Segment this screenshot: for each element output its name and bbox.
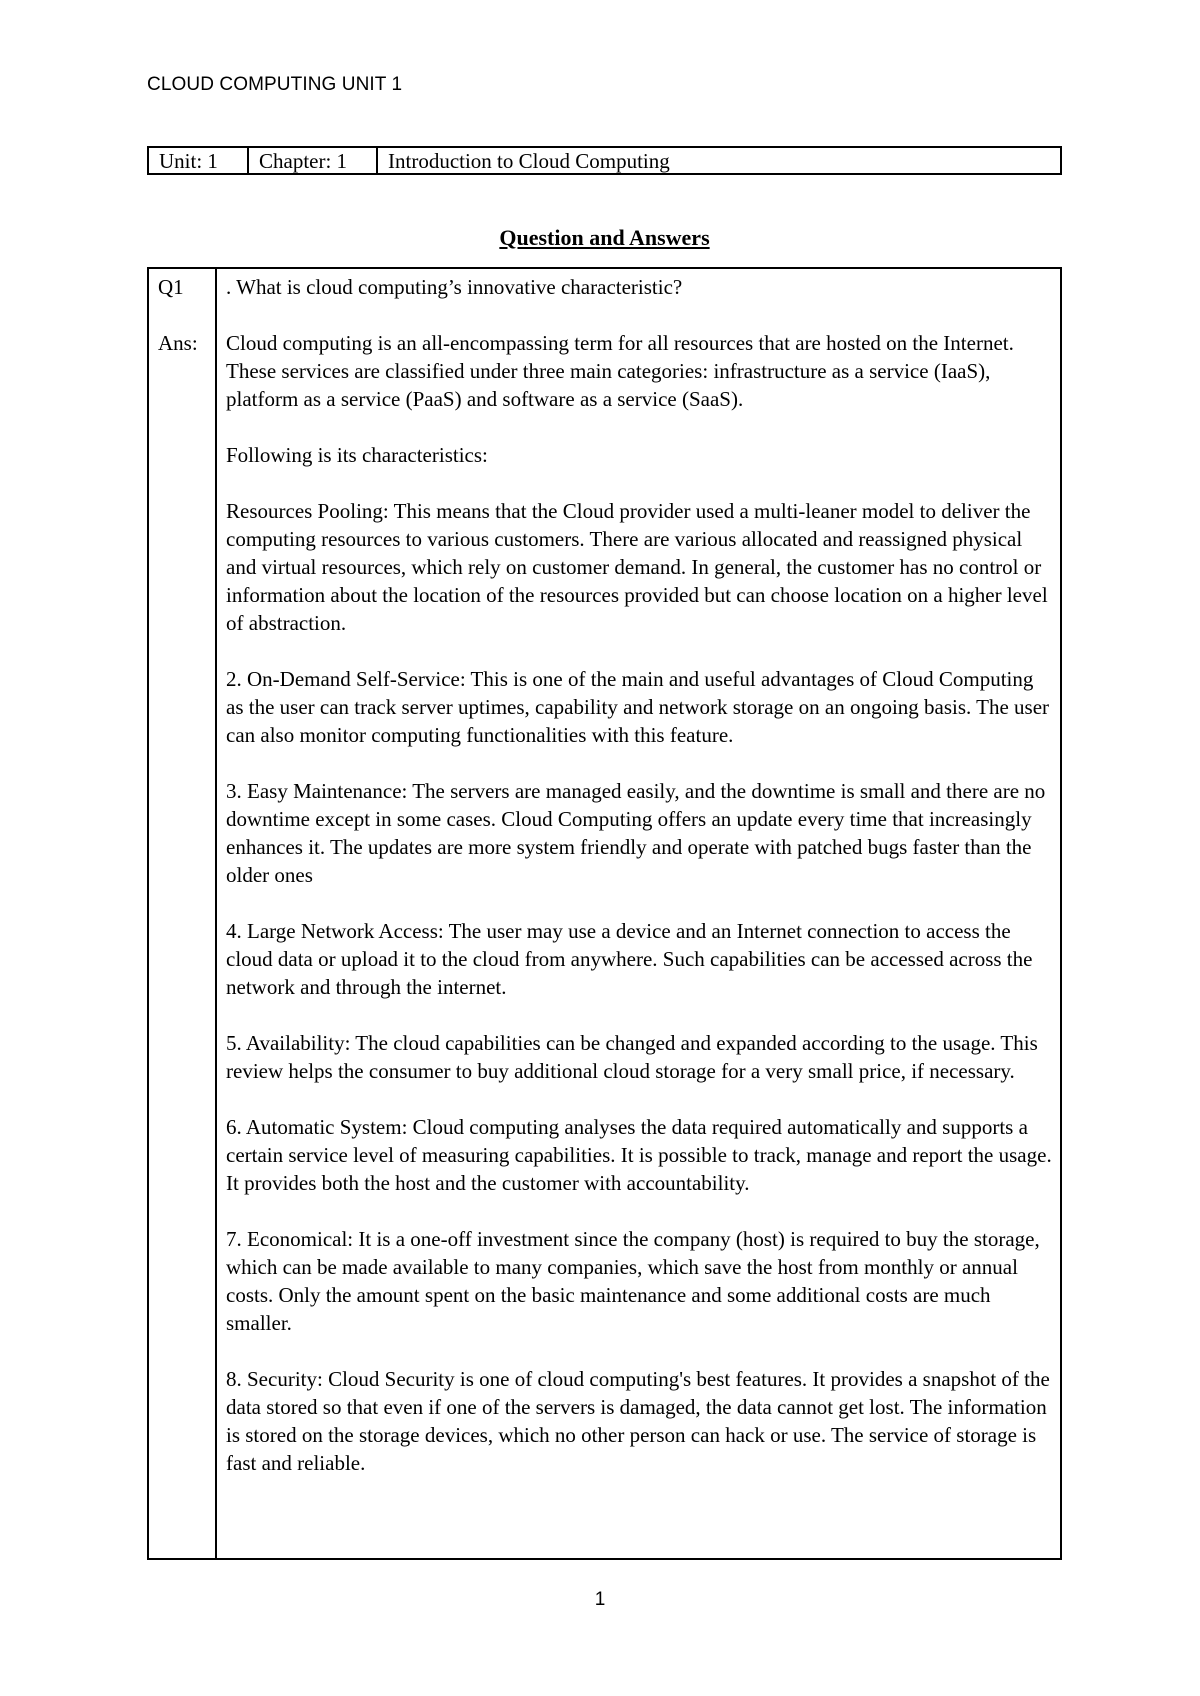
qa-content-column (217, 269, 1060, 1558)
answer-paragraph: 2. On-Demand Self-Service: This is one of the main and useful advantages of Cloud Computing as the user can track server uptimes, capability and network storage on an ongoing basis. The user can also monitor computing functionalities with this feature. (226, 667, 1050, 747)
chapter-title-cell: Introduction to Cloud Computing (388, 149, 670, 173)
question-label: Q1 (158, 275, 184, 299)
label-spacer (158, 301, 215, 329)
section-title: Question and Answers (499, 225, 710, 250)
unit-cell: Unit: 1 (149, 148, 249, 173)
answer-paragraph: 6. Automatic System: Cloud computing analyses the data required automatically and supports a certain service level of measuring capabilities. It is possible to track, manage and report the usage. It provides both the host and the customer with accountability. (226, 1115, 1052, 1195)
page-number: 1 (594, 1589, 606, 1610)
answer-paragraph: Following is its characteristics: (226, 443, 488, 467)
question-text: . What is cloud computing’s innovative characteristic? (226, 275, 683, 299)
answer-paragraph: Resources Pooling: This means that the Cloud provider used a multi-leaner model to deliver the computing resources to various customers. There are various allocated and reassigned physical and virtual resources, which rely on customer demand. In general, the customer has no control or information about the location of the resources provided but can choose location on a higher level of abstraction. (226, 499, 1048, 635)
qa-table (147, 267, 1062, 1560)
chapter-cell: Chapter: 1 (249, 148, 378, 173)
answer-paragraph: 7. Economical: It is a one-off investment since the company (host) is required to buy the storage, which can be made available to many companies, which save the host from monthly or annual costs. Only the amount spent on the basic maintenance and some additional costs are much smaller. (226, 1227, 1040, 1335)
answer-paragraph: 8. Security: Cloud Security is one of cloud computing's best features. It provides a snapshot of the data stored so that even if one of the servers is damaged, the data cannot get lost. The information is stored on the storage devices, which no other person can hack or use. The service of storage is fast and reliable. (226, 1367, 1050, 1475)
answer-label: Ans: (158, 331, 198, 355)
running-header-title: CLOUD COMPUTING UNIT 1 (147, 74, 403, 95)
answer-paragraph: 3. Easy Maintenance: The servers are managed easily, and the downtime is small and there are no downtime except in some cases. Cloud Computing offers an update every time that increasingly enhances it. The updates are more system friendly and operate with patched bugs faster than the older ones (226, 779, 1046, 887)
answer-paragraph: Cloud computing is an all-encompassing term for all resources that are hosted on the Internet. These services are classified under three main categories: infrastructure as a service (IaaS), platform as a service (PaaS) and software as a service (SaaS). (226, 331, 1014, 411)
answer-paragraph: 5. Availability: The cloud capabilities can be changed and expanded according to the usage. This review helps the consumer to buy additional cloud storage for a very small price, if necessary. (226, 1031, 1038, 1083)
answer-paragraph: 4. Large Network Access: The user may use a device and an Internet connection to access the cloud data or upload it to the cloud from anywhere. Such capabilities can be accessed across the network and through the internet. (226, 919, 1033, 999)
unit-chapter-table (147, 146, 1062, 175)
qa-label-column (149, 269, 217, 1558)
